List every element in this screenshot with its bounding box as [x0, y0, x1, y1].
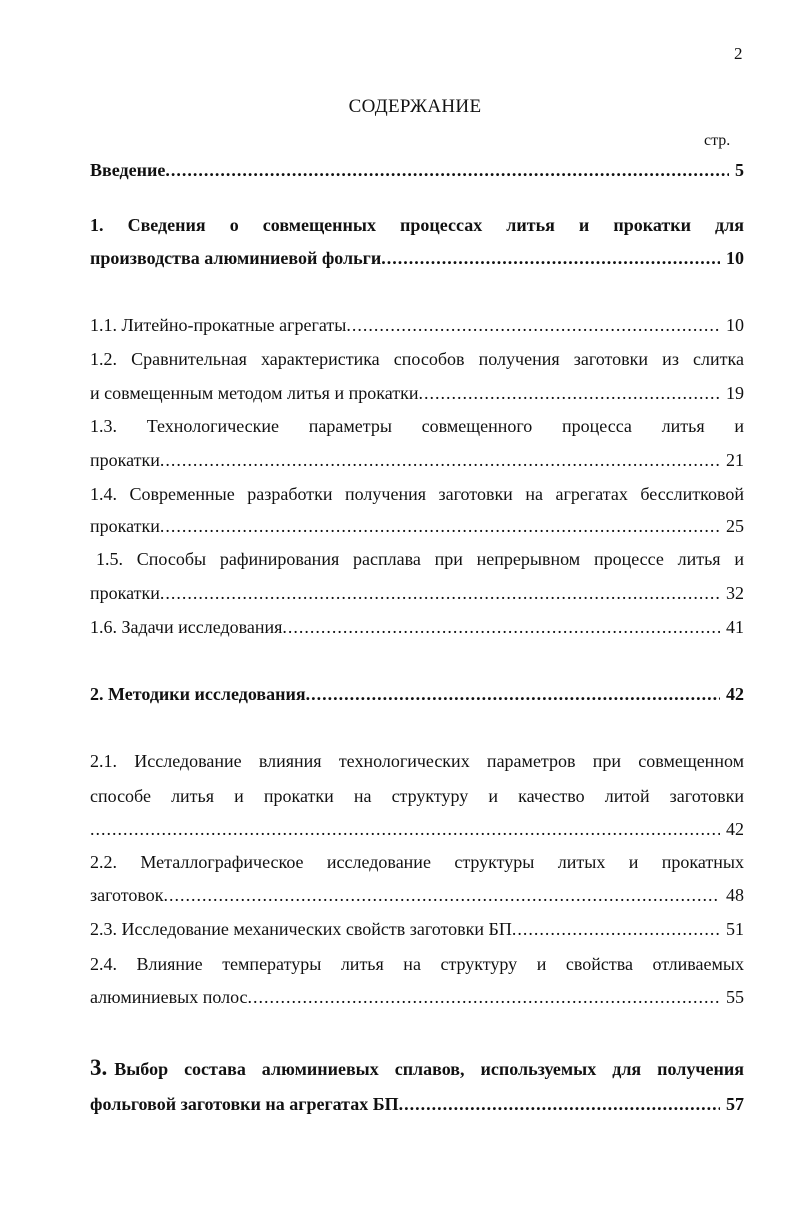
toc-entry-1-line1: 1. Сведения о совмещенных процессах литья и прокатки для: [90, 215, 744, 235]
toc-entry-2-4-line1: 2.4. Влияние температуры литья на структуру и свойства отливаемых: [90, 954, 744, 974]
toc-entry-1-6: 1.6. Задачи исследования ..... 41: [90, 615, 744, 639]
toc-entry-1-4-line1: 1.4. Современные разработки получения заготовки на агрегатах бесслитковой: [90, 484, 744, 504]
toc-entry-2-1-line1: 2.1. Исследование влияния технологических параметров при совмещенном: [90, 751, 744, 771]
toc-entry-1-5-line1: 1.5. Способы рафинирования расплава при непрерывном процессе литья и: [96, 549, 744, 569]
page-column-label: стр.: [704, 132, 731, 149]
toc-entry-1-2-line1: 1.2. Сравнительная характеристика способов получения заготовки из слитка: [90, 349, 744, 369]
page-title: СОДЕРЖАНИЕ: [348, 96, 482, 117]
toc-entry-2-2-line1: 2.2. Металлографическое исследование структуры литых и прокатных: [90, 852, 744, 872]
toc-entry-1-1: 1.1. Литейно-прокатные агрегаты ..... 10: [90, 313, 744, 337]
toc-entry-intro: Введение ..... 5: [90, 158, 744, 182]
toc-entry-1: производства алюминиевой фольги ..... 10: [90, 246, 744, 270]
toc-entry-1-3-line1: 1.3. Технологические параметры совмещенного процесса литья и: [90, 416, 744, 436]
toc-entry-3: фольговой заготовки на агрегатах БП ..... 57: [90, 1092, 744, 1116]
toc-entry-2: 2. Методики исследования ..... 42: [90, 682, 744, 706]
toc-entry-1-5: прокатки ..... 32: [90, 581, 744, 605]
toc-entry-2-1: ..... 42: [90, 817, 744, 841]
page-number: 2: [734, 44, 743, 63]
toc-entry-1-3: прокатки ..... 21: [90, 448, 744, 472]
toc-entry-2-3: 2.3. Исследование механических свойств заготовки БП ..... 51: [90, 917, 744, 941]
toc-entry-2-1-line2: способе литья и прокатки на структуру и качество литой заготовки: [90, 786, 744, 806]
toc-entry-2-4: алюминиевых полос ..... 55: [90, 985, 744, 1009]
toc-entry-2-2: заготовок ..... 48: [90, 883, 744, 907]
toc-entry-3-line1: 3. Выбор состава алюминиевых сплавов, используемых для получения: [90, 1055, 744, 1080]
toc-entry-1-4: прокатки ..... 25: [90, 514, 744, 538]
toc-entry-1-2: и совмещенным методом литья и прокатки ..... 19: [90, 381, 744, 405]
chapter-3-number: 3.: [90, 1055, 108, 1080]
